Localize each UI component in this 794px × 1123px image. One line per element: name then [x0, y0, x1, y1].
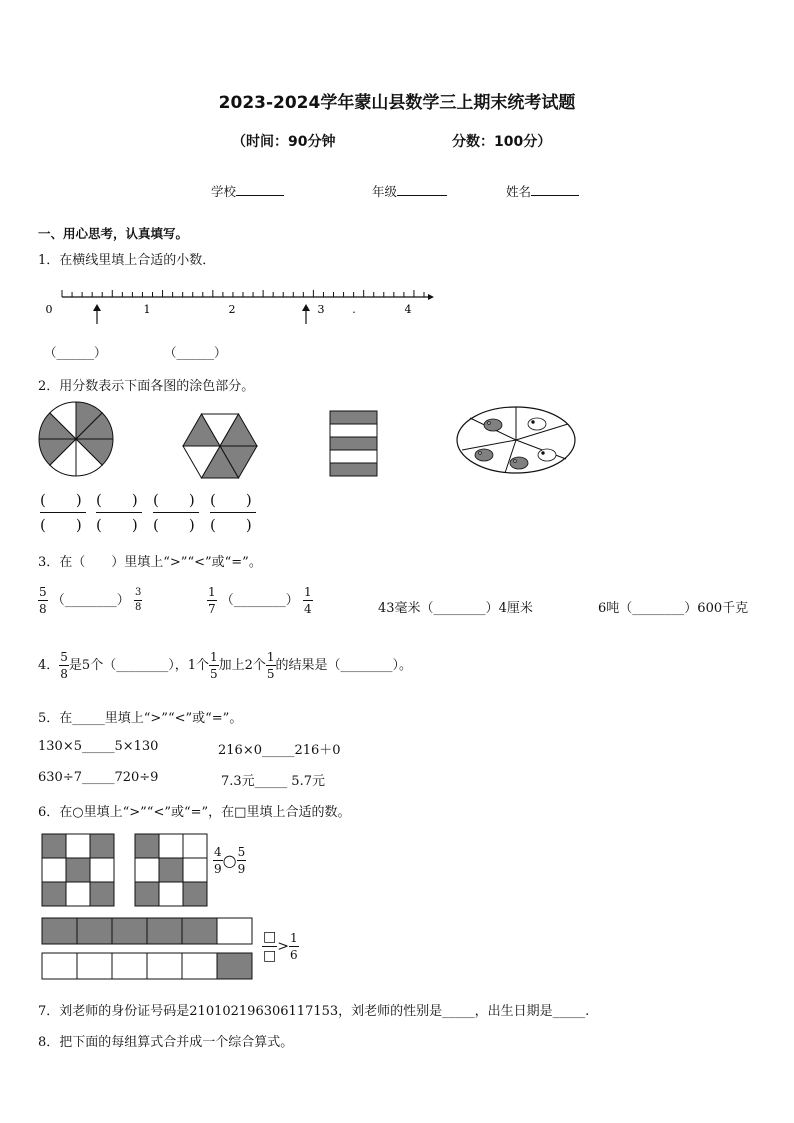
name-label: 姓名: [506, 184, 532, 199]
school-label: 学校: [211, 184, 237, 199]
denominator: 5: [209, 667, 218, 681]
bar-cell: [112, 953, 147, 979]
grid-cell: [183, 858, 207, 882]
grid-cell: [42, 858, 66, 882]
question-3: 3．在（ ）里填上“>”“<”或“=”。: [38, 555, 262, 570]
denominator: 9: [237, 862, 246, 876]
grid-cell: [159, 882, 183, 906]
fraction-answer-box[interactable]: ( ) ( ): [96, 490, 142, 535]
question-text: 的结果是（________）。: [275, 658, 413, 673]
fill-fraction: [262, 930, 299, 963]
denominator-box[interactable]: □: [263, 948, 277, 964]
compare-blank[interactable]: （________）: [420, 601, 499, 616]
denominator: 9: [214, 862, 222, 876]
expression-compare: 630÷7_____720÷9: [38, 770, 159, 785]
grid-cell: [183, 834, 207, 858]
denominator: 7: [208, 602, 216, 616]
question-number: 4．: [38, 658, 60, 673]
tick-label: 3: [317, 303, 325, 316]
numerator: 1: [266, 650, 275, 664]
numerator: 1: [209, 650, 218, 664]
denominator: 8: [39, 602, 47, 616]
grid-cell: [159, 858, 183, 882]
bar-cell: [77, 918, 112, 944]
denominator: 8: [60, 667, 68, 681]
numerator-box[interactable]: □: [263, 929, 277, 945]
question-text: 加上2个: [218, 658, 266, 673]
numerator: 3: [134, 587, 142, 598]
tick-label: 0: [45, 303, 53, 316]
exam-score: 分数：100分）: [452, 134, 552, 150]
section-heading: 一、用心思考，认真填写。: [38, 226, 189, 241]
question-5: 5．在_____里填上“>”“<”或“=”。: [38, 711, 243, 726]
numerator: 5: [39, 585, 47, 599]
checker-grid-figure: [42, 834, 114, 906]
bar-cell: [147, 918, 182, 944]
grid-cell: [90, 882, 114, 906]
denominator: 4: [303, 602, 312, 616]
denominator: 6: [289, 948, 298, 962]
grid-cell: [90, 834, 114, 858]
compare-left: 6吨: [598, 601, 620, 616]
tick-label: 1: [143, 303, 151, 316]
grid-cell: [183, 882, 207, 906]
grid-cell: [135, 858, 159, 882]
bar-cell: [77, 953, 112, 979]
compare-right: 4厘米: [498, 601, 533, 616]
numerator: 1: [208, 585, 216, 599]
grid-cell: [42, 834, 66, 858]
tick-label: 2: [228, 303, 236, 316]
grid-cell: [135, 834, 159, 858]
compare-circle[interactable]: ○: [222, 851, 237, 870]
bar-cell: [217, 953, 252, 979]
question-2: 2．用分数表示下面各图的涂色部分。: [38, 379, 255, 394]
grid-cell: [42, 882, 66, 906]
question-1: 1．在横线里填上合适的小数．: [38, 253, 216, 268]
strip-bar-figure: [42, 918, 252, 944]
tick-dot: .: [352, 303, 356, 316]
tick-label: 4: [404, 303, 412, 316]
expression-compare: 7.3元_____ 5.7元: [221, 774, 325, 789]
compare-blank[interactable]: （________）: [51, 593, 130, 608]
bar-cell: [42, 953, 77, 979]
question-text: 是5个（________），1个: [68, 658, 209, 673]
compare-right: 600千克: [697, 601, 749, 616]
compare-fractions: [213, 846, 246, 875]
compare-blank[interactable]: （________）: [220, 593, 299, 608]
strip-bar-figure: [42, 953, 252, 979]
grid-cell: [135, 882, 159, 906]
fraction-answer-box[interactable]: ( ) ( ): [210, 490, 256, 535]
greater-than: >: [277, 938, 289, 955]
answer-blank-1[interactable]: （______）: [44, 345, 107, 360]
checker-grid-figure: [135, 834, 207, 906]
bar-cell: [112, 918, 147, 944]
question-8: 8．把下面的每组算式合并成一个综合算式。: [38, 1035, 294, 1050]
bar-cell: [42, 918, 77, 944]
answer-blank-2[interactable]: （______）: [164, 345, 227, 360]
numerator: 5: [60, 650, 68, 664]
grid-cell: [66, 834, 90, 858]
denominator: 5: [266, 667, 275, 681]
bar-cell: [182, 918, 217, 944]
expression-compare: 130×5_____5×130: [38, 739, 159, 754]
grid-cell: [66, 858, 90, 882]
grid-cell: [159, 834, 183, 858]
denominator: 8: [134, 602, 142, 613]
page-title: 2023-2024学年蒙山县数学三上期末统考试题: [218, 93, 576, 113]
fraction-answer-box[interactable]: ( ) ( ): [40, 490, 86, 535]
compare-blank[interactable]: （________）: [619, 601, 698, 616]
numerator: 4: [214, 845, 222, 859]
exam-time: （时间：90分钟: [232, 134, 336, 150]
grid-cell: [66, 882, 90, 906]
numerator: 5: [237, 845, 246, 859]
bar-cell: [147, 953, 182, 979]
grid-cell: [90, 858, 114, 882]
fraction-answer-box[interactable]: ( ) ( ): [153, 490, 199, 535]
expression-compare: 216×0_____216＋0: [218, 743, 341, 758]
compare-left: 43毫米: [378, 601, 421, 616]
grade-label: 年级: [372, 184, 398, 199]
question-6: 6．在○里填上“>”“<”或“=”，在□里填上合适的数。: [38, 805, 351, 820]
bar-cell: [217, 918, 252, 944]
numerator: 1: [303, 585, 312, 599]
bar-cell: [182, 953, 217, 979]
numerator: 1: [289, 931, 298, 945]
question-7: 7．刘老师的身份证号码是210102196306117153，刘老师的性别是_____，出生日期是_____.: [38, 1004, 590, 1019]
